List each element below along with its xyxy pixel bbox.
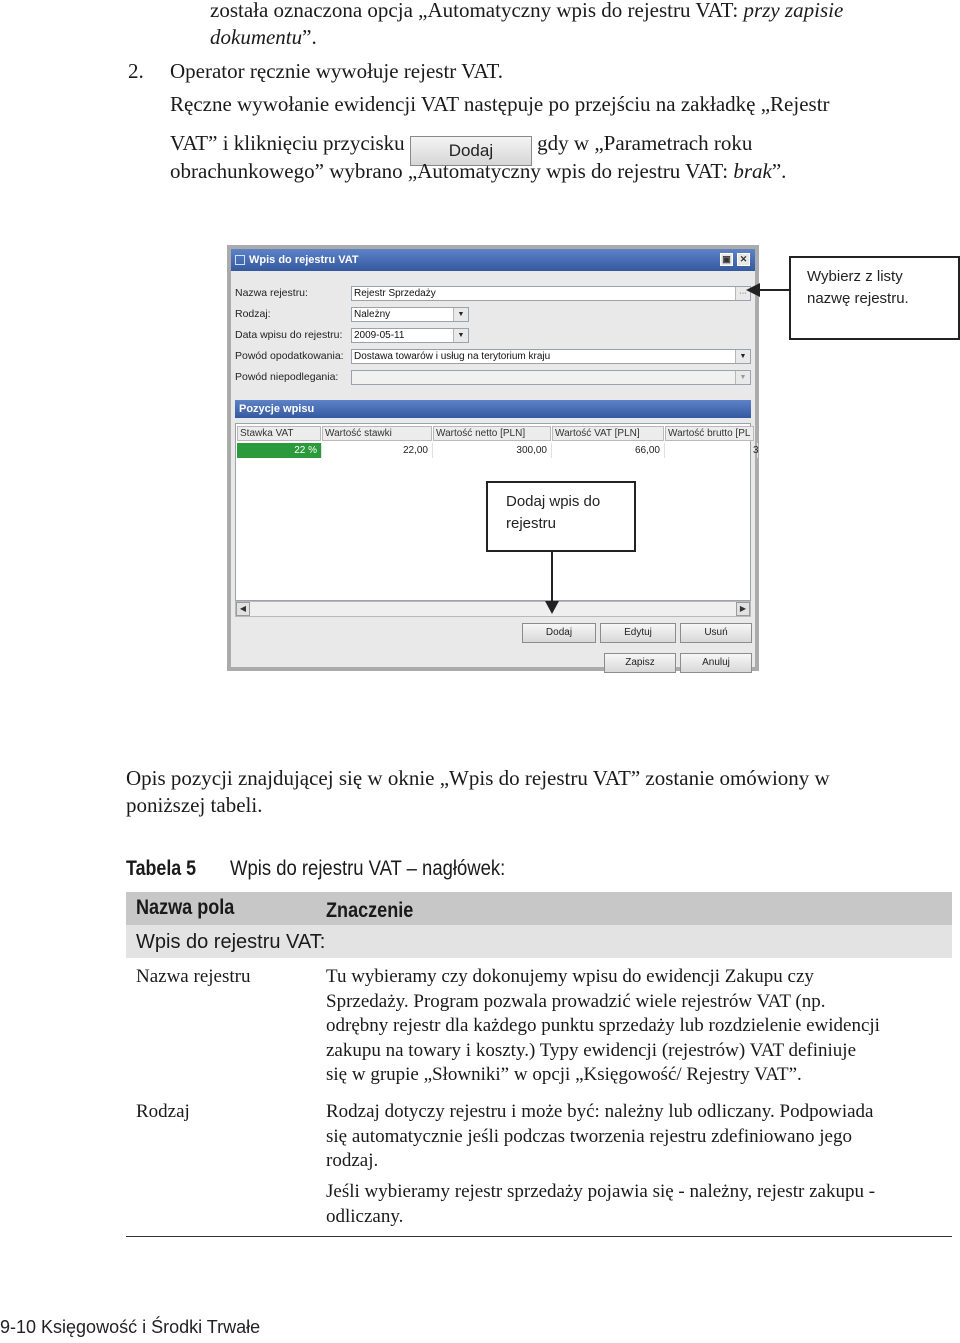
chevron-down-icon[interactable]: ▼ (735, 350, 750, 363)
intro-text: ”. (302, 25, 317, 49)
scroll-left-icon[interactable]: ◀ (236, 602, 250, 616)
label-type: Rodzaj: (235, 308, 271, 320)
intro-italic: przy zapisie (743, 0, 844, 22)
close-icon[interactable]: ✕ (737, 253, 750, 266)
column-label: Wartość VAT [PLN] (555, 428, 640, 439)
para-line-1: Ręczne wywołanie ewidencji VAT następuje po przejściu na zakładkę „Rejestr (170, 92, 830, 116)
callout-text: Wybierz z listy (807, 268, 903, 285)
cancel-button[interactable]: Anuluj (680, 653, 752, 673)
description-line-1: Opis pozycji znajdującej się w oknie „Wpis do rejestru VAT” zostanie omówiony w (126, 766, 830, 790)
callout-pick-register (789, 256, 960, 340)
callout-text: nazwę rejestru. (807, 290, 909, 307)
dialog-title: Wpis do rejestru VAT (249, 254, 359, 266)
callout-add-entry (486, 481, 636, 552)
label-taxation-reason: Powód opodatkowania: (235, 350, 344, 362)
subheader-text: Wpis do rejestru VAT: (136, 931, 326, 953)
intro-italic: dokumentu (210, 25, 303, 49)
chevron-down-icon[interactable]: ▼ (453, 329, 468, 342)
section-entries: Pozycje wpisu (235, 400, 751, 418)
description-line: odrębny rejestr dla każdego punktu sprzedaży lub rozdzielenie ewidencji (326, 1015, 880, 1036)
table-caption-text: Wpis do rejestru VAT – nagłówek: (230, 857, 506, 880)
description-line: Tu wybieramy czy dokonujemy wpisu do ewidencji Zakupu czy (326, 966, 814, 987)
para-text: ”. (771, 159, 787, 183)
entry-date-value: 2009-05-11 (354, 330, 405, 341)
taxation-reason-value: Dostawa towarów i usług na terytorium kraju (354, 351, 551, 362)
row-description (326, 965, 952, 1088)
description-line: się w grupie „Słowniki” w opcji „Księgowość/ Rejestry VAT”. (326, 1064, 802, 1085)
page-footer: 9-10 Księgowość i Środki Trwałe (0, 1317, 261, 1337)
table-cell[interactable]: 300,00 (433, 443, 552, 458)
callout-text: Dodaj wpis do (506, 493, 601, 510)
label-entry-date: Data wpisu do rejestru: (235, 329, 343, 341)
restore-icon[interactable]: ▣ (720, 253, 733, 266)
scroll-right-icon[interactable]: ▶ (736, 602, 750, 616)
row-description (326, 1100, 952, 1174)
table-bottom-rule (126, 1236, 952, 1237)
intro-text: została oznaczona opcja „Automatyczny wpis do rejestru VAT: (210, 0, 744, 22)
table-cell[interactable]: 3 (665, 443, 758, 458)
description-line: Rodzaj dotyczy rejestru i może być: należny lub odliczany. Podpowiada (326, 1101, 874, 1122)
label-non-taxation-reason: Powód niepodlegania: (235, 371, 339, 383)
arrowhead-icon (545, 601, 559, 614)
header-field-name: Nazwa pola (136, 896, 235, 919)
table-cell-selected[interactable]: 22 % (237, 443, 322, 458)
table-header (126, 892, 952, 925)
register-name-value: Rejestr Sprzedaży (354, 288, 436, 299)
description-line: zakupu na towary i koszty.) Typy ewidencji (rejestrów) VAT definiuje (326, 1039, 857, 1061)
inline-add-button: Dodaj (410, 136, 532, 166)
description-line-2: poniższej tabeli. (126, 793, 263, 817)
para-text: gdy w „Parametrach roku (537, 131, 753, 155)
para-italic: brak (733, 159, 772, 183)
table-cell[interactable]: 22,00 (322, 443, 433, 458)
edit-button[interactable]: Edytuj (600, 623, 676, 643)
column-label: Wartość brutto [PL (668, 428, 751, 439)
table-cell[interactable]: 66,00 (552, 443, 665, 458)
table-caption-label: Tabela 5 (126, 857, 197, 880)
ellipsis-icon[interactable]: ··· (735, 287, 750, 300)
description-line: Jeśli wybieramy rejestr sprzedaży pojawia się - należny, rejestr zakupu - (326, 1181, 876, 1202)
header-meaning: Znaczenie (326, 899, 414, 922)
description-line: odliczany. (326, 1205, 404, 1227)
para-text: obrachunkowego” wybrano „Automatyczny wpis do rejestru VAT: (170, 159, 734, 183)
row-field-name: Rodzaj (136, 1101, 190, 1122)
description-line: Sprzedaży. Program pozwala prowadzić wiele rejestrów VAT (np. (326, 990, 826, 1012)
delete-button[interactable]: Usuń (680, 623, 752, 643)
column-label: Wartość netto [PLN] (436, 428, 526, 439)
column-label: Stawka VAT (240, 428, 294, 439)
description-line: rodzaj. (326, 1150, 379, 1171)
chevron-down-icon[interactable]: ▼ (735, 371, 750, 384)
arrowhead-icon (746, 283, 760, 297)
callout-text: rejestru (506, 515, 557, 532)
list-item-number: 2. (128, 59, 144, 83)
description-line: się automatycznie jeśli podczas tworzenia rejestru zdefiniowano jego (326, 1125, 852, 1147)
column-label: Wartość stawki (325, 428, 392, 439)
type-value: Należny (354, 309, 391, 320)
row-field-name: Nazwa rejestru (136, 966, 251, 987)
para-text: VAT” i kliknięciu przycisku (170, 131, 405, 155)
row-description-extra (326, 1180, 952, 1229)
save-button[interactable]: Zapisz (604, 653, 676, 673)
label-register-name: Nazwa rejestru: (235, 287, 308, 299)
list-item-text: Operator ręcznie wywołuje rejestr VAT. (170, 59, 503, 83)
add-button[interactable]: Dodaj (522, 623, 596, 643)
chevron-down-icon[interactable]: ▼ (453, 308, 468, 321)
